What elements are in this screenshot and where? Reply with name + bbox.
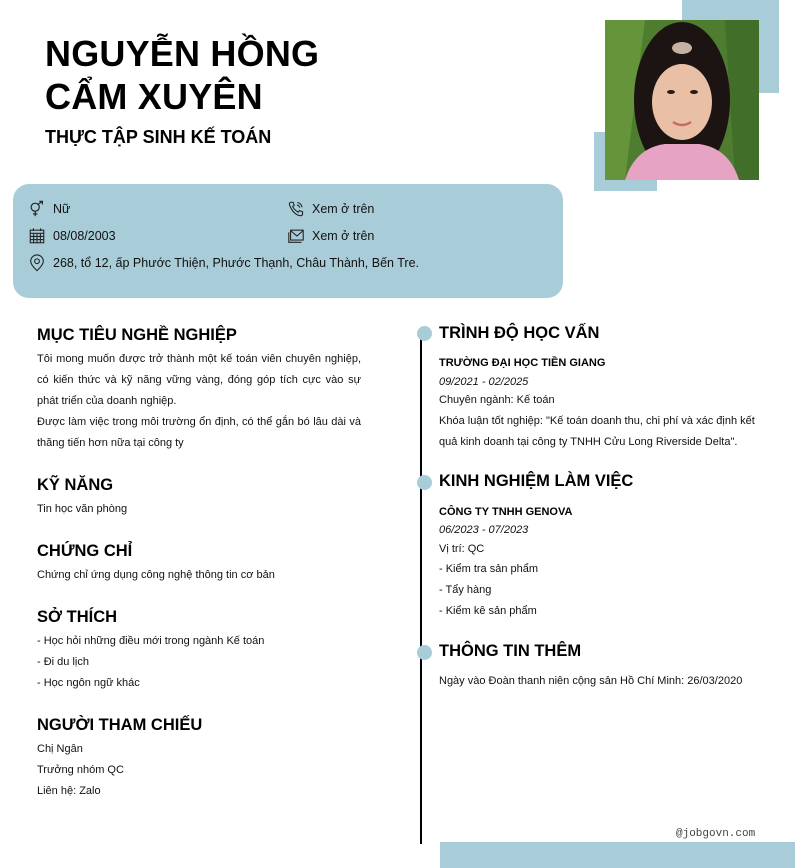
education-date: 09/2021 - 02/2025	[439, 376, 529, 388]
contact-info-panel	[13, 184, 563, 298]
experience-line: Vị trí: QC	[439, 543, 485, 555]
experience-date: 06/2023 - 07/2023	[439, 524, 529, 536]
gender-value: Nữ	[53, 202, 71, 216]
education-school: TRƯỜNG ĐẠI HỌC TIỀN GIANG	[439, 357, 606, 369]
experience-line: - Kiểm tra sản phẩm	[439, 563, 539, 575]
education-line: Khóa luận tốt nghiệp: "Kế toán doanh thu, chi phí và xác định kết	[439, 415, 755, 427]
phone-icon	[287, 200, 305, 218]
watermark: @jobgovn.com	[676, 828, 756, 840]
contact-phone	[287, 200, 374, 218]
section-title-skills: KỸ NĂNG	[37, 476, 114, 494]
birthday-value: 08/08/2003	[53, 229, 116, 243]
contact-address	[28, 254, 419, 272]
reference-item: Chị Ngân	[37, 743, 83, 755]
decorative-block-bottom	[440, 842, 795, 868]
address-value: 268, tổ 12, ấp Phước Thiện, Phước Thạnh, Châu Thành, Bến Tre.	[53, 256, 419, 270]
contact-birthday	[28, 227, 116, 245]
section-title-objective: MỤC TIÊU NGHỀ NGHIỆP	[37, 326, 237, 344]
calendar-icon	[28, 227, 46, 245]
additional-info-line: Ngày vào Đoàn thanh niên cộng sản Hồ Chí Minh: 26/03/2020	[439, 675, 743, 687]
reference-item: Liên hệ: Zalo	[37, 785, 101, 797]
hobby-item: - Học ngôn ngữ khác	[37, 677, 140, 689]
email-value: Xem ở trên	[312, 229, 375, 243]
name-line-1: NGUYỄN HỒNG	[45, 33, 320, 74]
location-pin-icon	[28, 254, 46, 272]
section-title-experience: KINH NGHIỆM LÀM VIỆC	[439, 472, 634, 490]
timeline-dot	[417, 475, 432, 490]
reference-item: Trưởng nhóm QC	[37, 764, 124, 776]
section-title-references: NGƯỜI THAM CHIẾU	[37, 716, 203, 734]
phone-value: Xem ở trên	[312, 202, 375, 216]
section-title-additional-info: THÔNG TIN THÊM	[439, 642, 582, 660]
mail-icon	[287, 227, 305, 245]
name-line-2: CẨM XUYÊN	[45, 76, 263, 117]
experience-line: - Kiểm kê sản phẩm	[439, 605, 537, 617]
candidate-name	[45, 32, 319, 118]
education-line: Chuyên ngành: Kế toán	[439, 394, 555, 406]
education-line: quả kinh doanh tại công ty TNHH Cửu Long Riverside Delta".	[439, 436, 738, 448]
contact-gender	[28, 200, 70, 218]
objective-paragraph-1: Tôi mong muốn được trở thành một kế toán viên chuyên nghiệp, có kiến thức và kỹ năng vững vàng, đóng góp tích cực vào sự phát triển của doanh nghiệp.	[37, 353, 361, 407]
profile-photo	[605, 20, 759, 180]
job-title: THỰC TẬP SINH KẾ TOÁN	[45, 127, 272, 147]
hobby-item: - Đi du lịch	[37, 656, 89, 668]
section-title-certificates: CHỨNG CHỈ	[37, 542, 133, 560]
experience-line: - Tẩy hàng	[439, 584, 492, 596]
gender-icon	[28, 200, 46, 218]
skill-item: Tin học văn phòng	[37, 503, 128, 515]
certificate-item: Chứng chỉ ứng dụng công nghệ thông tin cơ bản	[37, 569, 275, 581]
objective-paragraph-2: Được làm việc trong môi trường ổn định, có thể gắn bó lâu dài và thăng tiến hơn nữa tại công ty	[37, 416, 361, 449]
contact-email	[287, 227, 374, 245]
timeline-dot	[417, 326, 432, 341]
section-title-hobbies: SỞ THÍCH	[37, 608, 118, 626]
timeline-line	[420, 334, 422, 844]
experience-company: CÔNG TY TNHH GENOVA	[439, 506, 573, 518]
hobby-item: - Học hỏi những điều mới trong ngành Kế toán	[37, 635, 265, 647]
timeline-dot	[417, 645, 432, 660]
section-title-education: TRÌNH ĐỘ HỌC VẤN	[439, 324, 600, 342]
